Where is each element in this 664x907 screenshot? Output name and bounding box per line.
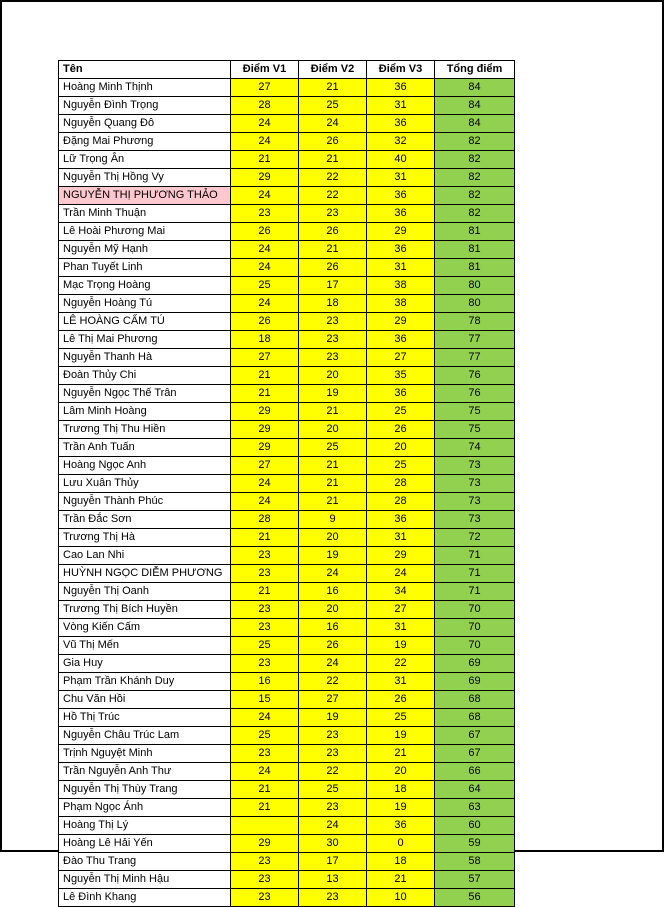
cell-total: 68 bbox=[435, 691, 515, 709]
cell-v2: 19 bbox=[299, 709, 367, 727]
cell-v3: 28 bbox=[367, 475, 435, 493]
cell-v2: 26 bbox=[299, 133, 367, 151]
cell-name: Đào Thu Trang bbox=[59, 853, 231, 871]
cell-name: Hoàng Ngọc Anh bbox=[59, 457, 231, 475]
cell-name: Nguyễn Thị Hồng Vy bbox=[59, 169, 231, 187]
cell-total: 81 bbox=[435, 223, 515, 241]
cell-v1: 24 bbox=[231, 763, 299, 781]
cell-total: 84 bbox=[435, 97, 515, 115]
cell-v3: 10 bbox=[367, 889, 435, 907]
cell-total: 71 bbox=[435, 547, 515, 565]
cell-v3: 26 bbox=[367, 421, 435, 439]
cell-v1: 23 bbox=[231, 205, 299, 223]
table-row bbox=[59, 889, 515, 907]
cell-total: 77 bbox=[435, 331, 515, 349]
cell-name: Lữ Trọng Ân bbox=[59, 151, 231, 169]
table-row bbox=[59, 835, 515, 853]
table-row bbox=[59, 331, 515, 349]
cell-name: LÊ HOÀNG CẨM TÚ bbox=[59, 313, 231, 331]
cell-total: 70 bbox=[435, 601, 515, 619]
cell-v1: 24 bbox=[231, 259, 299, 277]
cell-name: NGUYỄN THỊ PHƯƠNG THẢO bbox=[59, 187, 231, 205]
cell-total: 70 bbox=[435, 619, 515, 637]
cell-total: 63 bbox=[435, 799, 515, 817]
table-row bbox=[59, 223, 515, 241]
table-row bbox=[59, 205, 515, 223]
cell-v3: 36 bbox=[367, 187, 435, 205]
cell-v2: 21 bbox=[299, 403, 367, 421]
cell-v2: 20 bbox=[299, 421, 367, 439]
cell-name: Đoàn Thủy Chi bbox=[59, 367, 231, 385]
cell-name: Trương Thị Thu Hiền bbox=[59, 421, 231, 439]
cell-total: 73 bbox=[435, 511, 515, 529]
cell-v3: 0 bbox=[367, 835, 435, 853]
cell-v2: 23 bbox=[299, 205, 367, 223]
table-row bbox=[59, 151, 515, 169]
cell-name: Trần Anh Tuấn bbox=[59, 439, 231, 457]
cell-name: Nguyễn Châu Trúc Lam bbox=[59, 727, 231, 745]
cell-v1: 23 bbox=[231, 871, 299, 889]
cell-v2: 22 bbox=[299, 763, 367, 781]
cell-total: 80 bbox=[435, 277, 515, 295]
cell-v1: 24 bbox=[231, 133, 299, 151]
cell-name: Trần Minh Thuận bbox=[59, 205, 231, 223]
cell-v1: 29 bbox=[231, 169, 299, 187]
cell-v3: 24 bbox=[367, 565, 435, 583]
column-header-v2: Điểm V2 bbox=[299, 61, 367, 79]
cell-total: 82 bbox=[435, 205, 515, 223]
cell-v1: 24 bbox=[231, 115, 299, 133]
cell-name: Chu Văn Hồi bbox=[59, 691, 231, 709]
cell-name: Nguyễn Thành Phúc bbox=[59, 493, 231, 511]
cell-v2: 25 bbox=[299, 781, 367, 799]
cell-v3: 31 bbox=[367, 259, 435, 277]
cell-total: 75 bbox=[435, 421, 515, 439]
table-row bbox=[59, 565, 515, 583]
cell-v2: 16 bbox=[299, 619, 367, 637]
cell-name: Phạm Trần Khánh Duy bbox=[59, 673, 231, 691]
cell-v2: 23 bbox=[299, 745, 367, 763]
cell-total: 82 bbox=[435, 187, 515, 205]
cell-v3: 26 bbox=[367, 691, 435, 709]
cell-v2: 20 bbox=[299, 601, 367, 619]
table-row bbox=[59, 673, 515, 691]
cell-total: 73 bbox=[435, 457, 515, 475]
cell-v3: 19 bbox=[367, 799, 435, 817]
cell-v3: 27 bbox=[367, 601, 435, 619]
column-header-name: Tên bbox=[59, 61, 231, 79]
cell-v1: 26 bbox=[231, 223, 299, 241]
cell-v1: 23 bbox=[231, 655, 299, 673]
cell-name: Nguyễn Hoàng Tú bbox=[59, 295, 231, 313]
cell-name: Trịnh Nguyệt Minh bbox=[59, 745, 231, 763]
table-row bbox=[59, 655, 515, 673]
cell-v1: 21 bbox=[231, 385, 299, 403]
cell-name: Trần Nguyễn Anh Thư bbox=[59, 763, 231, 781]
cell-v2: 24 bbox=[299, 565, 367, 583]
cell-total: 67 bbox=[435, 727, 515, 745]
cell-v2: 19 bbox=[299, 547, 367, 565]
table-row bbox=[59, 817, 515, 835]
cell-v3: 36 bbox=[367, 241, 435, 259]
cell-v2: 25 bbox=[299, 439, 367, 457]
cell-v2: 23 bbox=[299, 727, 367, 745]
cell-name: Hoàng Lê Hải Yến bbox=[59, 835, 231, 853]
cell-v2: 20 bbox=[299, 367, 367, 385]
table-header bbox=[59, 61, 515, 79]
cell-v1: 24 bbox=[231, 295, 299, 313]
cell-v3: 18 bbox=[367, 853, 435, 871]
cell-v1: 29 bbox=[231, 835, 299, 853]
cell-name: Phan Tuyết Linh bbox=[59, 259, 231, 277]
cell-v1: 23 bbox=[231, 745, 299, 763]
cell-total: 80 bbox=[435, 295, 515, 313]
cell-v2: 23 bbox=[299, 331, 367, 349]
cell-v1: 21 bbox=[231, 781, 299, 799]
cell-v3: 29 bbox=[367, 547, 435, 565]
scores-table bbox=[58, 60, 515, 907]
cell-v2: 19 bbox=[299, 385, 367, 403]
cell-v2: 24 bbox=[299, 817, 367, 835]
cell-v3: 36 bbox=[367, 115, 435, 133]
cell-v3: 35 bbox=[367, 367, 435, 385]
cell-name: Lâm Minh Hoàng bbox=[59, 403, 231, 421]
table-row bbox=[59, 349, 515, 367]
cell-name: HUỲNH NGỌC DIỄM PHƯƠNG bbox=[59, 565, 231, 583]
cell-v2: 30 bbox=[299, 835, 367, 853]
cell-v1: 28 bbox=[231, 511, 299, 529]
cell-total: 82 bbox=[435, 133, 515, 151]
cell-name: Trương Thị Bích Huyền bbox=[59, 601, 231, 619]
cell-v3: 36 bbox=[367, 511, 435, 529]
cell-v3: 31 bbox=[367, 169, 435, 187]
table-row bbox=[59, 601, 515, 619]
table-row bbox=[59, 709, 515, 727]
cell-v2: 21 bbox=[299, 457, 367, 475]
cell-total: 69 bbox=[435, 655, 515, 673]
cell-name: Hoàng Minh Thịnh bbox=[59, 79, 231, 97]
cell-name: Nguyễn Đình Trọng bbox=[59, 97, 231, 115]
cell-v3: 36 bbox=[367, 79, 435, 97]
table-row bbox=[59, 529, 515, 547]
table-row bbox=[59, 259, 515, 277]
cell-name: Phạm Ngọc Ánh bbox=[59, 799, 231, 817]
cell-total: 71 bbox=[435, 583, 515, 601]
cell-v1: 27 bbox=[231, 349, 299, 367]
cell-total: 76 bbox=[435, 367, 515, 385]
table-row bbox=[59, 115, 515, 133]
cell-total: 84 bbox=[435, 79, 515, 97]
table-row bbox=[59, 313, 515, 331]
cell-v3: 36 bbox=[367, 385, 435, 403]
cell-v3: 38 bbox=[367, 295, 435, 313]
cell-name: Lê Đình Khang bbox=[59, 889, 231, 907]
table-row bbox=[59, 691, 515, 709]
cell-v3: 34 bbox=[367, 583, 435, 601]
cell-total: 56 bbox=[435, 889, 515, 907]
table-row bbox=[59, 457, 515, 475]
cell-v3: 36 bbox=[367, 817, 435, 835]
cell-total: 68 bbox=[435, 709, 515, 727]
cell-total: 81 bbox=[435, 259, 515, 277]
table-row bbox=[59, 727, 515, 745]
cell-total: 64 bbox=[435, 781, 515, 799]
cell-v1: 23 bbox=[231, 547, 299, 565]
table-row bbox=[59, 133, 515, 151]
cell-total: 73 bbox=[435, 493, 515, 511]
cell-total: 76 bbox=[435, 385, 515, 403]
table-row bbox=[59, 295, 515, 313]
cell-v2: 21 bbox=[299, 475, 367, 493]
header-row bbox=[59, 61, 515, 79]
cell-v2: 20 bbox=[299, 529, 367, 547]
table-row bbox=[59, 745, 515, 763]
cell-v2: 21 bbox=[299, 79, 367, 97]
table-row bbox=[59, 763, 515, 781]
cell-v2: 21 bbox=[299, 241, 367, 259]
cell-name: Nguyễn Ngọc Thế Trân bbox=[59, 385, 231, 403]
cell-v2: 24 bbox=[299, 115, 367, 133]
cell-v1: 29 bbox=[231, 439, 299, 457]
table-row bbox=[59, 853, 515, 871]
cell-total: 78 bbox=[435, 313, 515, 331]
cell-v1: 25 bbox=[231, 727, 299, 745]
cell-v1: 23 bbox=[231, 853, 299, 871]
cell-total: 75 bbox=[435, 403, 515, 421]
cell-v1: 28 bbox=[231, 97, 299, 115]
cell-total: 73 bbox=[435, 475, 515, 493]
cell-name: Hồ Thị Trúc bbox=[59, 709, 231, 727]
cell-v3: 18 bbox=[367, 781, 435, 799]
cell-v3: 31 bbox=[367, 97, 435, 115]
cell-name: Mạc Trọng Hoàng bbox=[59, 277, 231, 295]
cell-v1: 24 bbox=[231, 187, 299, 205]
cell-v1: 25 bbox=[231, 637, 299, 655]
cell-v3: 40 bbox=[367, 151, 435, 169]
cell-name: Trần Đắc Sơn bbox=[59, 511, 231, 529]
cell-v1: 23 bbox=[231, 619, 299, 637]
table-row bbox=[59, 367, 515, 385]
cell-total: 71 bbox=[435, 565, 515, 583]
cell-name: Nguyễn Thị Minh Hậu bbox=[59, 871, 231, 889]
table-body bbox=[59, 79, 515, 907]
cell-v1: 24 bbox=[231, 241, 299, 259]
cell-v3: 25 bbox=[367, 403, 435, 421]
cell-total: 67 bbox=[435, 745, 515, 763]
cell-v2: 13 bbox=[299, 871, 367, 889]
cell-name: Nguyễn Quang Đô bbox=[59, 115, 231, 133]
table-row bbox=[59, 799, 515, 817]
cell-v2: 23 bbox=[299, 799, 367, 817]
table-row bbox=[59, 403, 515, 421]
cell-name: Vòng Kiến Cấm bbox=[59, 619, 231, 637]
cell-total: 74 bbox=[435, 439, 515, 457]
table-row bbox=[59, 79, 515, 97]
cell-name: Nguyễn Thanh Hà bbox=[59, 349, 231, 367]
cell-v3: 27 bbox=[367, 349, 435, 367]
cell-v1: 18 bbox=[231, 331, 299, 349]
cell-total: 82 bbox=[435, 151, 515, 169]
table-row bbox=[59, 241, 515, 259]
cell-total: 66 bbox=[435, 763, 515, 781]
cell-name: Trương Thị Hà bbox=[59, 529, 231, 547]
cell-v1: 24 bbox=[231, 709, 299, 727]
cell-total: 69 bbox=[435, 673, 515, 691]
cell-total: 70 bbox=[435, 637, 515, 655]
cell-v2: 18 bbox=[299, 295, 367, 313]
cell-v3: 20 bbox=[367, 763, 435, 781]
cell-v1: 29 bbox=[231, 403, 299, 421]
cell-v3: 20 bbox=[367, 439, 435, 457]
cell-total: 84 bbox=[435, 115, 515, 133]
cell-v1 bbox=[231, 817, 299, 835]
cell-v1: 21 bbox=[231, 799, 299, 817]
cell-v2: 17 bbox=[299, 277, 367, 295]
table-row bbox=[59, 871, 515, 889]
cell-v1: 29 bbox=[231, 421, 299, 439]
cell-v1: 21 bbox=[231, 583, 299, 601]
cell-v2: 9 bbox=[299, 511, 367, 529]
cell-v3: 31 bbox=[367, 619, 435, 637]
table-row bbox=[59, 619, 515, 637]
cell-name: Nguyễn Mỹ Hạnh bbox=[59, 241, 231, 259]
cell-v3: 19 bbox=[367, 727, 435, 745]
cell-v2: 22 bbox=[299, 187, 367, 205]
cell-v1: 27 bbox=[231, 79, 299, 97]
cell-v3: 36 bbox=[367, 331, 435, 349]
table-row bbox=[59, 583, 515, 601]
table-row bbox=[59, 781, 515, 799]
cell-v2: 16 bbox=[299, 583, 367, 601]
cell-v2: 26 bbox=[299, 259, 367, 277]
table-row bbox=[59, 493, 515, 511]
cell-name: Hoàng Thị Lý bbox=[59, 817, 231, 835]
cell-v3: 25 bbox=[367, 457, 435, 475]
cell-v1: 26 bbox=[231, 313, 299, 331]
cell-name: Lê Thị Mai Phương bbox=[59, 331, 231, 349]
cell-v2: 22 bbox=[299, 673, 367, 691]
cell-v2: 23 bbox=[299, 349, 367, 367]
column-header-v1: Điểm V1 bbox=[231, 61, 299, 79]
cell-v1: 21 bbox=[231, 529, 299, 547]
table-row bbox=[59, 169, 515, 187]
cell-v1: 25 bbox=[231, 277, 299, 295]
table-row bbox=[59, 439, 515, 457]
cell-v3: 31 bbox=[367, 673, 435, 691]
cell-name: Gia Huy bbox=[59, 655, 231, 673]
cell-v2: 23 bbox=[299, 313, 367, 331]
cell-total: 81 bbox=[435, 241, 515, 259]
cell-v2: 26 bbox=[299, 223, 367, 241]
cell-v2: 17 bbox=[299, 853, 367, 871]
column-header-total: Tổng điểm bbox=[435, 61, 515, 79]
table-row bbox=[59, 421, 515, 439]
table-row bbox=[59, 547, 515, 565]
table-row bbox=[59, 97, 515, 115]
cell-v1: 15 bbox=[231, 691, 299, 709]
cell-v2: 22 bbox=[299, 169, 367, 187]
table-row bbox=[59, 277, 515, 295]
cell-name: Vũ Thị Mến bbox=[59, 637, 231, 655]
cell-v2: 24 bbox=[299, 655, 367, 673]
cell-total: 59 bbox=[435, 835, 515, 853]
cell-v2: 26 bbox=[299, 637, 367, 655]
cell-v3: 21 bbox=[367, 745, 435, 763]
column-header-v3: Điểm V3 bbox=[367, 61, 435, 79]
cell-total: 60 bbox=[435, 817, 515, 835]
cell-v3: 29 bbox=[367, 223, 435, 241]
cell-total: 77 bbox=[435, 349, 515, 367]
cell-v1: 16 bbox=[231, 673, 299, 691]
table-row bbox=[59, 637, 515, 655]
cell-name: Lưu Xuân Thủy bbox=[59, 475, 231, 493]
table-row bbox=[59, 385, 515, 403]
cell-total: 57 bbox=[435, 871, 515, 889]
cell-v3: 22 bbox=[367, 655, 435, 673]
cell-v3: 31 bbox=[367, 529, 435, 547]
cell-v3: 32 bbox=[367, 133, 435, 151]
cell-v1: 24 bbox=[231, 493, 299, 511]
cell-v2: 21 bbox=[299, 151, 367, 169]
cell-v1: 21 bbox=[231, 367, 299, 385]
cell-v3: 25 bbox=[367, 709, 435, 727]
cell-v1: 23 bbox=[231, 565, 299, 583]
cell-v2: 21 bbox=[299, 493, 367, 511]
cell-v2: 27 bbox=[299, 691, 367, 709]
cell-name: Nguyễn Thị Oanh bbox=[59, 583, 231, 601]
cell-v3: 38 bbox=[367, 277, 435, 295]
table-row bbox=[59, 511, 515, 529]
cell-v3: 19 bbox=[367, 637, 435, 655]
cell-total: 58 bbox=[435, 853, 515, 871]
cell-v1: 24 bbox=[231, 475, 299, 493]
cell-name: Lê Hoài Phương Mai bbox=[59, 223, 231, 241]
scores-table-container bbox=[58, 60, 515, 907]
cell-total: 82 bbox=[435, 169, 515, 187]
cell-v3: 28 bbox=[367, 493, 435, 511]
cell-v1: 21 bbox=[231, 151, 299, 169]
cell-name: Cao Lan Nhi bbox=[59, 547, 231, 565]
cell-name: Đặng Mai Phương bbox=[59, 133, 231, 151]
cell-v3: 21 bbox=[367, 871, 435, 889]
cell-v1: 27 bbox=[231, 457, 299, 475]
cell-v2: 25 bbox=[299, 97, 367, 115]
cell-v3: 29 bbox=[367, 313, 435, 331]
cell-v2: 23 bbox=[299, 889, 367, 907]
cell-total: 72 bbox=[435, 529, 515, 547]
cell-name: Nguyễn Thị Thùy Trang bbox=[59, 781, 231, 799]
cell-v1: 23 bbox=[231, 889, 299, 907]
cell-v1: 23 bbox=[231, 601, 299, 619]
table-row bbox=[59, 187, 515, 205]
cell-v3: 36 bbox=[367, 205, 435, 223]
table-row bbox=[59, 475, 515, 493]
